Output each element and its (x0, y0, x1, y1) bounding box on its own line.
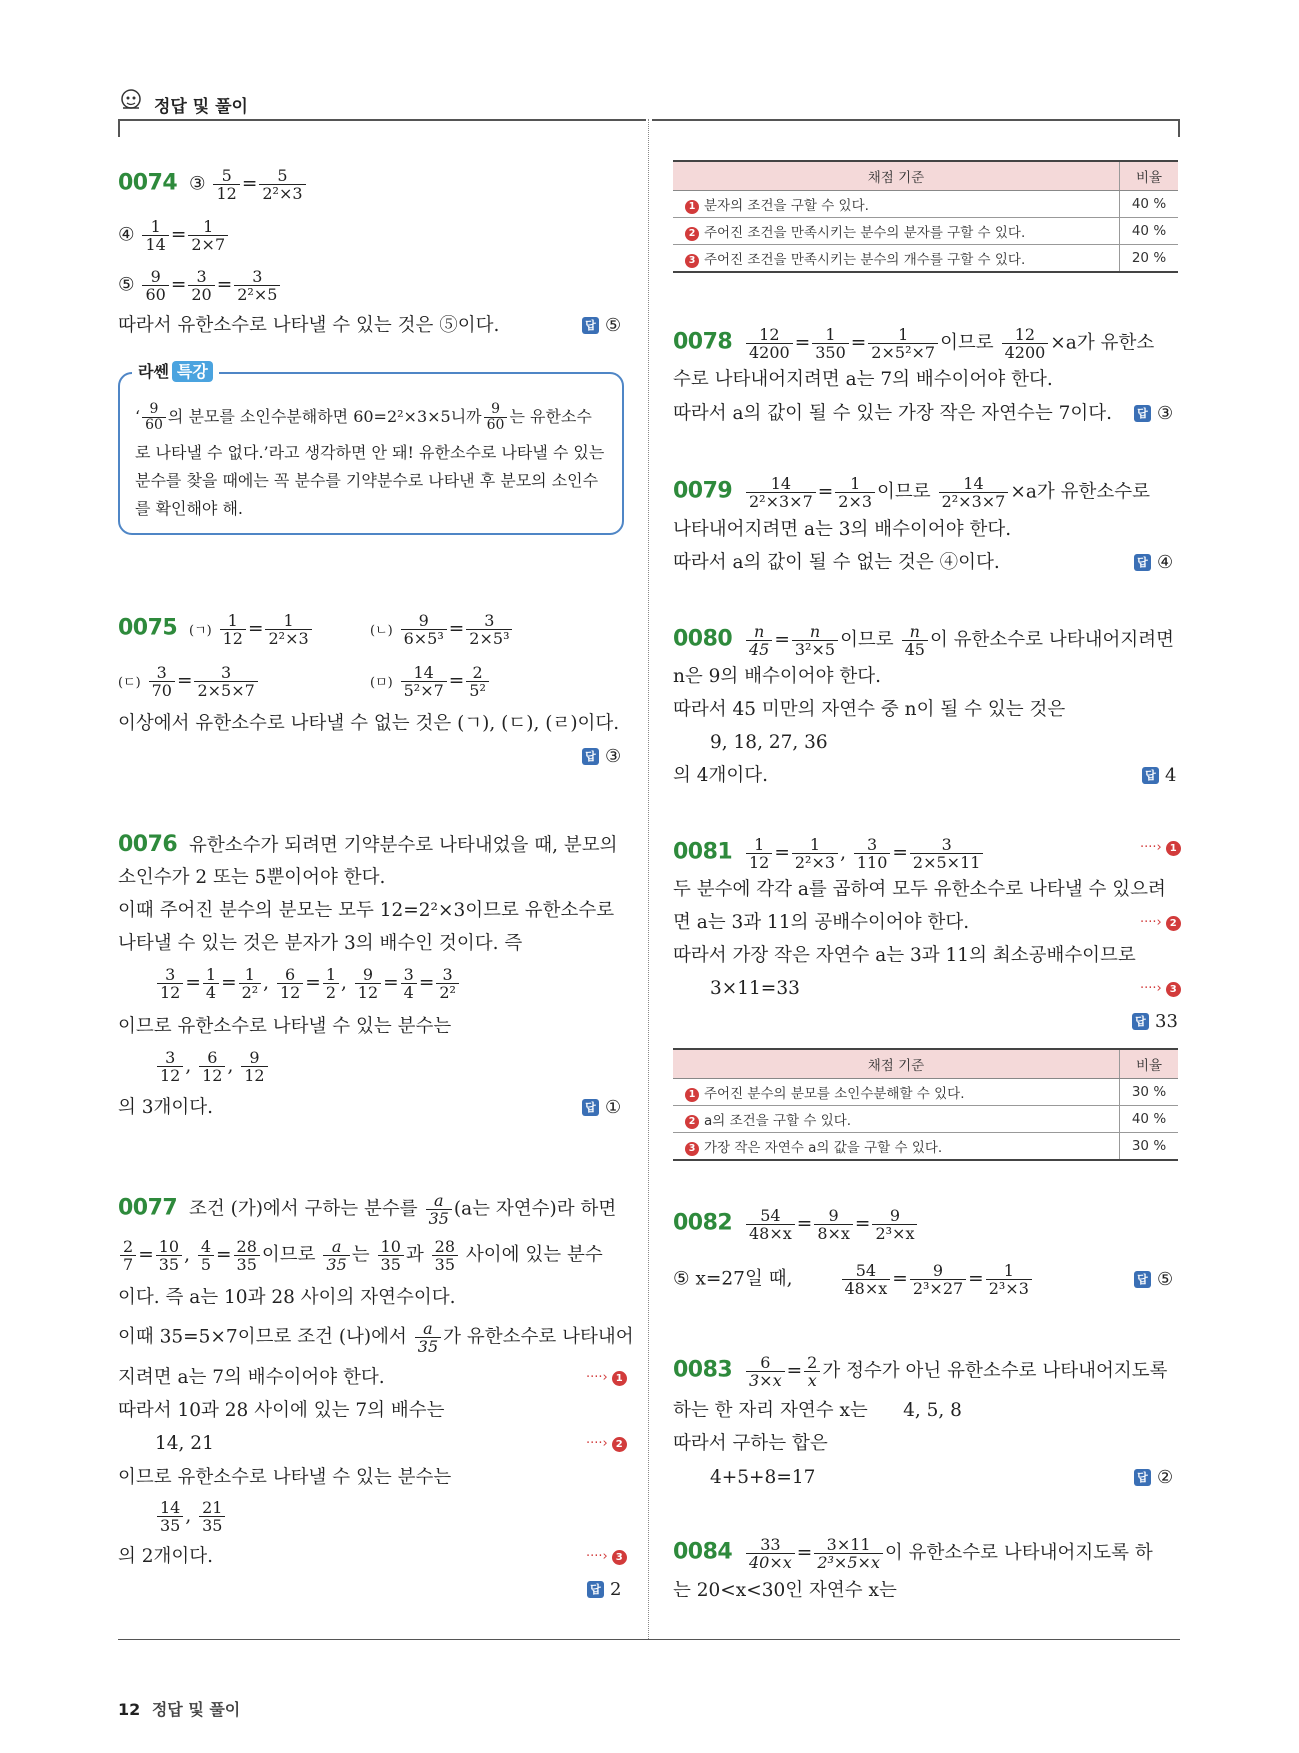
problem-0080-line5: 의 4개이다. (673, 765, 769, 786)
step-marker-1: ····› 1 (586, 1370, 627, 1386)
problem-0076-line8: 의 3개이다. (118, 1097, 214, 1118)
step-marker-2: ····› 2 (1140, 915, 1181, 931)
problem-0083-line2: 하는 한 자리 자연수 x는 4, 5, 8 (673, 1400, 962, 1421)
step-marker-1: ····› 1 (1140, 840, 1181, 856)
note-line3: 분수를 찾을 때에는 꼭 분수를 기약분수로 나타낸 후 분모의 소인수 (135, 471, 599, 490)
problem-0080-line2: n은 9의 배수이어야 한다. (673, 666, 882, 687)
problem-0077-line5: 지려면 a는 7의 배수이어야 한다. (118, 1367, 385, 1388)
problem-0077-line8: 이므로 유한소수로 나타낼 수 있는 분수는 (118, 1467, 452, 1488)
frame-top-left (118, 119, 646, 121)
problem-0075-line1b: (ㄴ) $\frac{9}{\text{6×5³}}$ = $\frac{3}{\text{2×5³}}$ (370, 612, 514, 647)
problem-0079-line3: 따라서 a의 값이 될 수 없는 것은 ④이다. (673, 552, 1000, 573)
problem-0076-result: $\frac{3}{12}$ , $\frac{6}{12}$ , $\frac{9}{12}$ (155, 1049, 270, 1084)
grading-table-1: 채점 기준 비율 1 분자의 조건을 구할 수 있다. 40 % 2 주어진 조건을 만족시키는 분수의 분자를 구할 수 있다. 40 % 3 주어진 조건을 만족시키는 분수의 개수를 구할 수 있다. 20 % (673, 160, 1178, 273)
problem-0077-line3: 이다. 즉 a는 10과 28 사이의 자연수이다. (118, 1287, 456, 1308)
problem-0078-line1: 0078 $\frac{12}{4200}$ = $\frac{1}{350}$ = $\frac{1}{\text{2×5²×7}}$ 이므로 $\frac{12}{4200}$ ×a가 유한소 (673, 325, 1155, 362)
note-line2: 로 나타낼 수 없다.’라고 생각하면 안 돼! 유한소수로 나타낼 수 있는 (135, 443, 605, 462)
step-marker-3: ····› 3 (1140, 981, 1181, 997)
answer-0080: 답 4 (1142, 764, 1176, 788)
frame-right-edge (1178, 119, 1180, 137)
problem-0075-line2: (ㄷ) $\frac{3}{70}$ = $\frac{3}{2\times 5\times 7}$ (118, 664, 260, 699)
problem-0074-line1: 0074 ③ $\frac{5}{12}$ = $\frac{5}{\text{2²×3}}$ (118, 167, 308, 202)
answer-0076: 답 ① (582, 1096, 621, 1120)
problem-0074-line3: ⑤ $\frac{9}{60}$ = $\frac{3}{20}$ = $\frac{3}{\text{2²×5}}$ (118, 268, 282, 303)
problem-0083-line4: 4+5+8=17 (710, 1467, 816, 1488)
problem-0081-line4: 따라서 가장 작은 자연수 a는 3과 11의 최소공배수이므로 (673, 945, 1136, 966)
frame-left-edge (118, 119, 120, 137)
problem-0075-conclusion: 이상에서 유한소수로 나타낼 수 없는 것은 (ㄱ), (ㄷ), (ㄹ)이다. (118, 713, 620, 734)
footer-rule (118, 1639, 1180, 1640)
problem-0077-line10: 의 2개이다. (118, 1546, 214, 1567)
problem-0078-line3: 따라서 a의 값이 될 수 있는 가장 작은 자연수는 7이다. (673, 403, 1113, 424)
problem-0081-line3: 면 a는 3과 11의 공배수이어야 한다. (673, 912, 970, 933)
note-tag: 라쎈 특강 (132, 358, 219, 386)
problem-0077-line7: 14, 21 (155, 1433, 214, 1454)
answer-0082: 답 ⑤ (1134, 1268, 1173, 1292)
problem-0083-line3: 따라서 구하는 합은 (673, 1433, 828, 1454)
problem-0081-line5: 3×11=33 (710, 978, 800, 999)
problem-0080-line1: 0080 $\frac{n}{45}$ = $\frac{n}{\text{3²×5}}$ 이므로 $\frac{n}{45}$ 이 유한소수로 나타내어지려면 (673, 622, 1175, 659)
problem-0080-line3: 따라서 45 미만의 자연수 중 n이 될 수 있는 것은 (673, 699, 1066, 720)
problem-0081-line1: 0081 $\frac{1}{12}$ = $\frac{1}{\text{2²×3}}$ , $\frac{3}{110}$ = $\frac{3}{2\times 5\times 11}$ (673, 836, 985, 871)
answer-icon: 답 (582, 317, 599, 334)
column-divider (648, 119, 649, 1639)
problem-0075-line1: 0075 (ㄱ) $\frac{1}{12}$ = $\frac{1}{\text{2²×3}}$ (118, 612, 314, 647)
problem-0077-line1: 0077 조건 (가)에서 구하는 분수를 $\frac{a}{35}$ (a는 자연수)라 하면 (118, 1191, 617, 1228)
problem-0080-line4: 9, 18, 27, 36 (710, 732, 828, 753)
problem-0082-line2: ⑤ x=27일 때, $\frac{54}{48\times x}$ = $\frac{9}{\text{2³×27}}$ = $\frac{1}{\text{2³×3}}$ (673, 1262, 1034, 1297)
footer-label: 정답 및 풀이 (151, 1700, 241, 1719)
problem-0076-line1: 0076 유한소수가 되려면 기약분수로 나타내었을 때, 분모의 (118, 832, 618, 857)
problem-0077-line2: $\frac{2}{7}$ = $\frac{10}{35}$ , $\frac{4}{5}$ = $\frac{28}{35}$ 이므로 $\frac{a}{35}$ 는 $\frac{10}{35}$ 과 $\frac{28}{35}$ 사이에 있는 분수 (118, 1238, 603, 1273)
problem-0076-line4: 나타낼 수 있는 것은 분자가 3의 배수인 것이다. 즉 (118, 933, 523, 954)
answer-0083: 답 ② (1134, 1466, 1173, 1490)
answer-0081: 답 33 (1132, 1010, 1178, 1034)
answer-0079: 답 ④ (1134, 551, 1173, 575)
problem-0079-line1: 0079 $\frac{14}{\text{2²×3×7}}$ = $\frac{1}{2\times 3}$ 이므로 $\frac{14}{\text{2²×3×7}}$ ×a가 유한소수로 (673, 474, 1150, 511)
answer-0074: 답 ⑤ (582, 314, 621, 338)
problem-0078-line2: 수로 나타내어지려면 a는 7의 배수이어야 한다. (673, 369, 1053, 390)
problem-0082-line1: 0082 $\frac{54}{48\times x}$ = $\frac{9}{8\times x}$ = $\frac{9}{\text{2³×x}}$ (673, 1207, 919, 1242)
note-line1: ‘ $\frac{9}{60}$ 의 분모를 소인수분해하면 60=2²×3×5니까 $\frac{9}{60}$ 는 유한소수 (135, 401, 592, 433)
problem-0077-result: $\frac{14}{35}$ , $\frac{21}{35}$ (155, 1499, 227, 1534)
answer-0077: 답 2 (587, 1578, 621, 1602)
problem-0074-conclusion: 따라서 유한소수로 나타낼 수 있는 것은 ⑤이다. (118, 315, 500, 336)
answer-0078: 답 ③ (1134, 402, 1173, 426)
problem-0074-line2: ④ $\frac{1}{14}$ = $\frac{1}{2\times 7}$ (118, 218, 230, 253)
frame-top-right (652, 119, 1180, 121)
step-marker-3: ····› 3 (586, 1549, 627, 1565)
problem-0076-line3: 이때 주어진 분수의 분모는 모두 12=2²×3이므로 유한소수로 (118, 900, 615, 921)
problem-0077-line6: 따라서 10과 28 사이에 있는 7의 배수는 (118, 1400, 445, 1421)
step-marker-2: ····› 2 (586, 1436, 627, 1452)
page-number: 12 (118, 1700, 141, 1719)
problem-0084-line2: 는 20<x<30인 자연수 x는 (673, 1580, 897, 1601)
page-footer (118, 1697, 240, 1720)
header-title: 정답 및 풀이 (154, 97, 248, 117)
problem-0084-line1: 0084 $\frac{33}{40\times x}$ = $\frac{3\times 11}{\text{2³×5×x}}$ 이 유한소수로 나타내어지도록 하 (673, 1535, 1153, 1572)
problem-number: 0074 (118, 170, 178, 196)
problem-0077-line4: 이때 35=5×7이므로 조건 (나)에서 $\frac{a}{35}$ 가 유한소수로 나타내어 (118, 1319, 634, 1356)
problem-0075-line2b: (ㅁ) $\frac{14}{\text{5²×7}}$ = $\frac{2}{\text{5²}}$ (370, 664, 491, 699)
problem-0083-line1: 0083 $\frac{6}{3\times x}$ = $\frac{2}{x}$ 가 정수가 아닌 유한소수로 나타내어지도록 (673, 1353, 1168, 1390)
mascot-icon (118, 88, 144, 112)
note-line4: 를 확인해야 해. (135, 499, 243, 518)
problem-0081-line2: 두 분수에 각각 a를 곱하여 모두 유한소수로 나타낼 수 있으려 (673, 879, 1166, 900)
problem-0076-line2: 소인수가 2 또는 5뿐이어야 한다. (118, 867, 386, 888)
grading-table-2: 채점 기준 비율 1 주어진 분수의 분모를 소인수분해할 수 있다. 30 % 2 a의 조건을 구할 수 있다. 40 % 3 가장 작은 자연수 a의 값을 구할 수 있다. 30 % (673, 1048, 1178, 1161)
answer-0075: 답 ③ (582, 745, 621, 769)
problem-0076-eq: $\frac{3}{12}$ = $\frac{1}{4}$ = $\frac{1}{\text{2²}}$ , $\frac{6}{12}$ = $\frac{1}{2}$ , $\frac{9}{12}$ = $\frac{3}{4}$ = $\frac{3}{\text{2²}}$ (155, 966, 461, 1001)
problem-0076-line6: 이므로 유한소수로 나타낼 수 있는 분수는 (118, 1016, 452, 1037)
problem-0079-line2: 나타내어지려면 a는 3의 배수이어야 한다. (673, 519, 1012, 540)
